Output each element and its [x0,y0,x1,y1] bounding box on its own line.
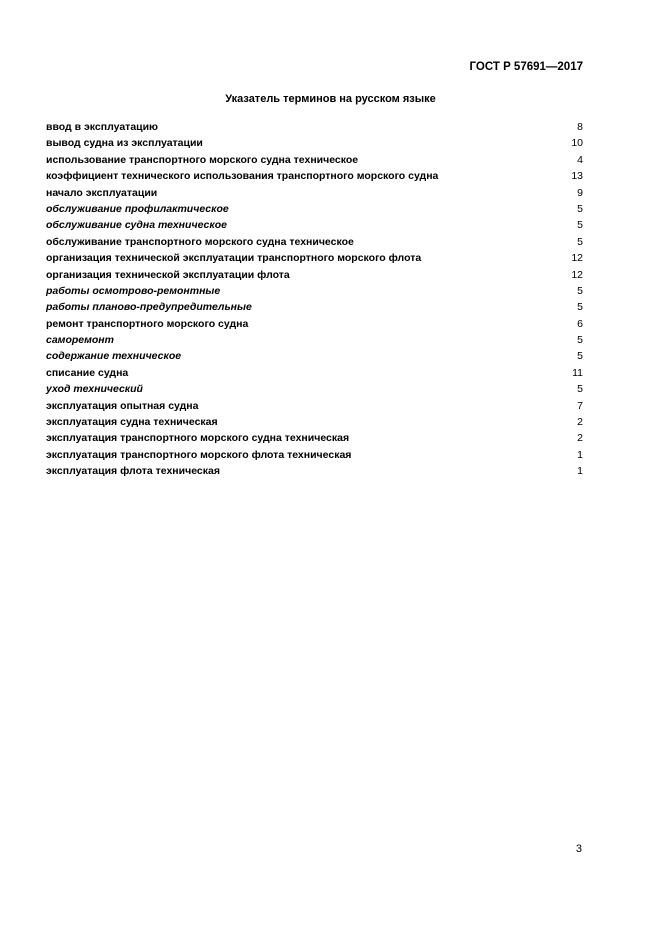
term-page-ref: 5 [577,219,583,232]
term-text: саморемонт [46,334,114,347]
term-entry [46,398,583,414]
term-entry [46,234,583,250]
term-entry [46,152,583,168]
term-page-ref: 5 [577,383,583,396]
term-entry [46,250,583,266]
term-text: вывод судна из эксплуатации [46,137,203,150]
term-page-ref: 7 [577,399,583,412]
term-text: организация технической эксплуатации транспортного морского флота [46,252,422,265]
term-page-ref: 2 [577,432,583,445]
term-entry [46,299,583,315]
term-entry [46,348,583,364]
term-text: эксплуатация опытная судна [46,399,199,412]
page-number: 3 [575,843,582,855]
term-page-ref: 13 [571,170,583,183]
term-page-ref: 1 [577,448,583,461]
term-entry [46,168,583,184]
term-text: использование транспортного морского судна техническое [46,153,359,166]
term-page-ref: 5 [577,334,583,347]
term-text: эксплуатация судна техническая [46,416,218,429]
term-entry [46,430,583,446]
term-page-ref: 10 [571,137,583,150]
term-page-ref: 5 [577,284,583,297]
term-entry [46,414,583,430]
term-text: коэффициент технического использования транспортного морского судна [46,170,439,183]
term-entry [46,447,583,463]
term-text: эксплуатация флота техническая [46,465,220,478]
term-page-ref: 8 [577,121,583,133]
term-entry [46,283,583,299]
term-page-ref: 5 [577,202,583,215]
term-entry [46,185,583,201]
term-page-ref: 12 [571,252,583,265]
term-page-ref: 11 [572,366,583,379]
term-entry [46,463,583,479]
document-code: ГОСТ Р 57691—2017 [469,61,583,73]
term-page-ref: 5 [577,301,583,314]
term-entry [46,365,583,381]
term-page-ref: 5 [577,350,583,363]
term-entry [46,135,583,151]
term-text: начало эксплуатации [46,186,158,199]
term-entry [46,332,583,348]
term-text: ремонт транспортного морского судна [46,317,249,330]
term-page-ref: 1 [577,465,583,478]
term-text: эксплуатация транспортного морского флота техническая [46,448,352,461]
term-entry [46,201,583,217]
term-text: обслуживание профилактическое [46,202,229,215]
term-page-ref: 5 [577,235,583,248]
term-text: эксплуатация транспортного морского судна техническая [46,432,350,445]
term-page-ref: 2 [577,416,583,429]
index-title: Указатель терминов на русском языке [225,93,436,105]
term-entry [46,217,583,233]
term-text: списание судна [46,366,129,379]
term-entry [46,381,583,397]
term-text: уход технический [46,383,143,396]
term-page-ref: 4 [577,153,583,166]
term-page-ref: 6 [577,317,583,330]
term-entry [46,267,583,283]
term-text: обслуживание судна техническое [46,219,227,232]
term-page-ref: 9 [577,186,583,199]
term-page-ref: 12 [571,268,583,281]
term-entry [46,316,583,332]
term-text: работы осмотрово-ремонтные [46,284,221,297]
term-entry [46,119,583,135]
term-text: обслуживание транспортного морского судна техническое [46,235,354,248]
term-index-list [46,119,583,480]
term-text: работы планово-предупредительные [46,301,252,314]
term-text: ввод в эксплуатацию [46,121,159,133]
term-text: организация технической эксплуатации флота [46,268,290,281]
term-text: содержание техническое [46,350,182,363]
